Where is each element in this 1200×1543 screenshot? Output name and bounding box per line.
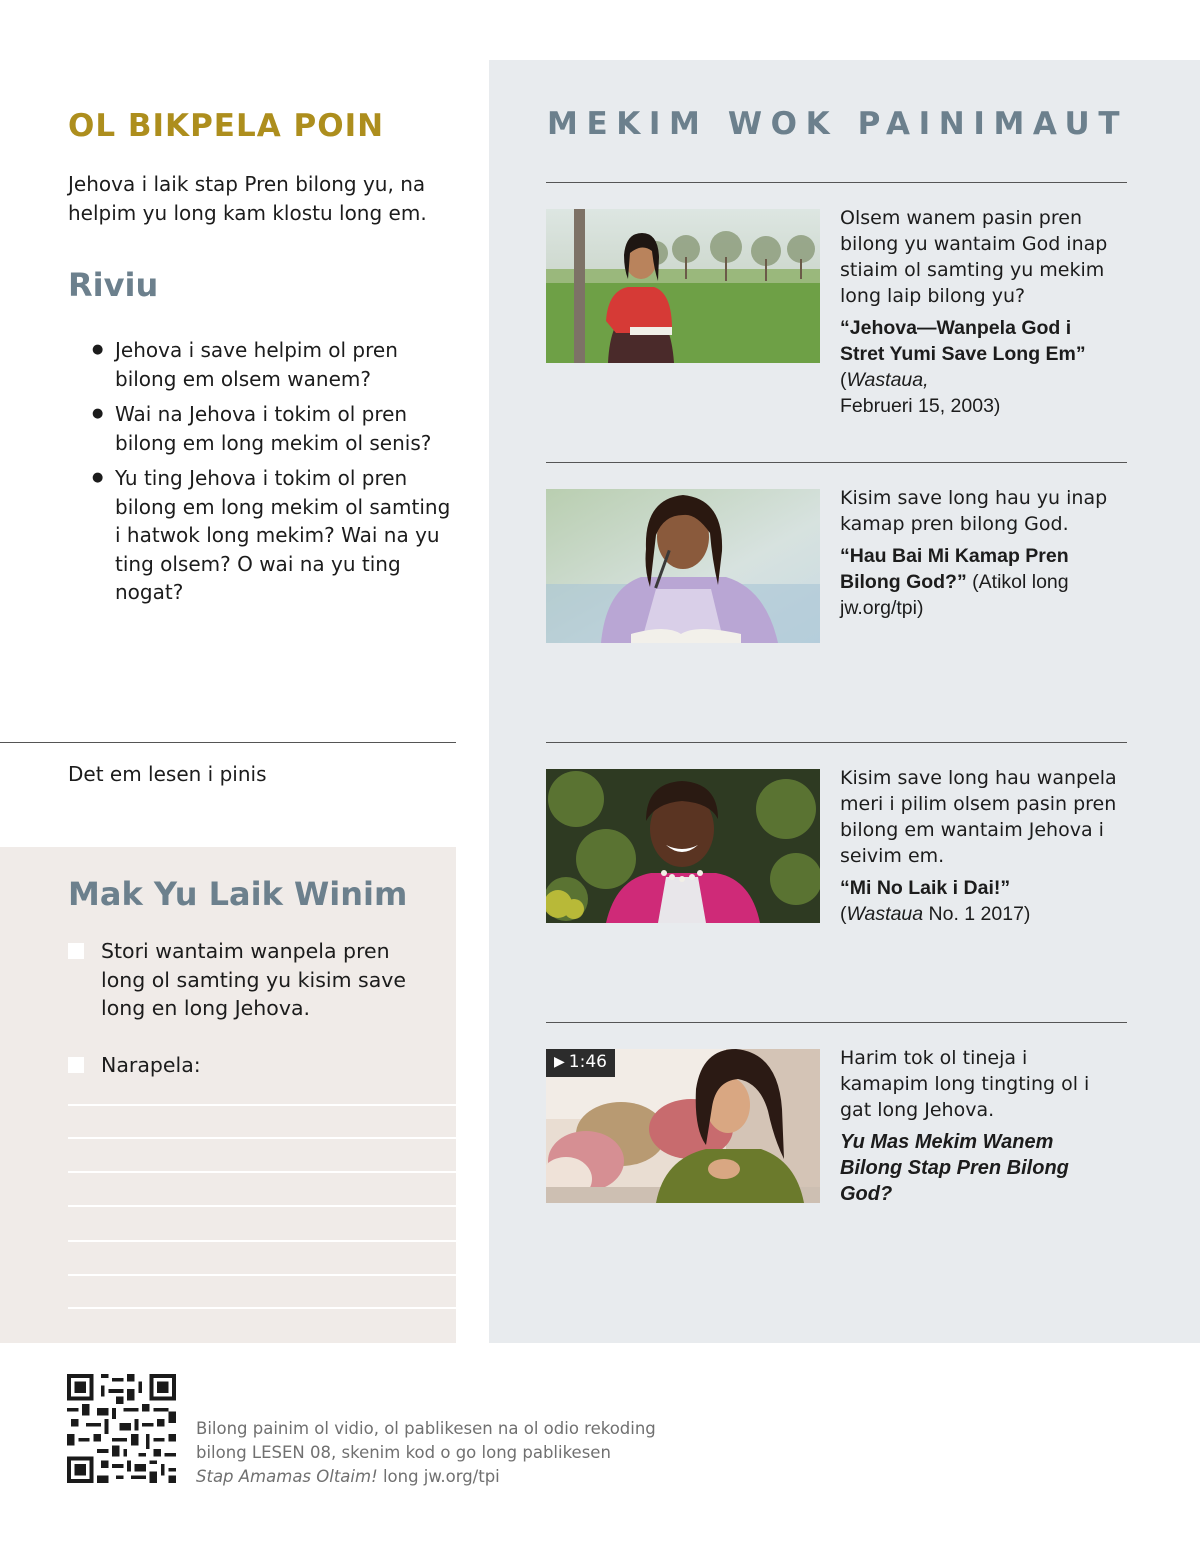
publication-name: Wastaua, (846, 369, 929, 391)
key-points-text: Jehova i laik stap Pren bilong yu, na helpim yu long kam klostu long em. (68, 172, 427, 225)
review-item-text: Wai na Jehova i tokim ol pren bilong em long mekim ol senis? (115, 402, 432, 455)
footer-note (196, 1417, 696, 1489)
lesson-completed-label: Det em lesen i pinis (68, 762, 267, 786)
writing-line[interactable] (68, 1240, 456, 1242)
video-thumbnail[interactable] (546, 1049, 820, 1203)
writing-line[interactable] (68, 1307, 456, 1309)
bullet-icon: ● (92, 470, 104, 485)
video-duration-badge[interactable] (546, 1049, 615, 1077)
left-column (0, 0, 456, 1343)
smiling-woman-photo[interactable] (546, 769, 820, 923)
activity-card-text (840, 765, 1120, 927)
video-title[interactable]: Yu Mas Mekim Wanem Bilong Stap Pren Bilong God? (840, 1131, 1069, 1205)
goal-item (68, 937, 421, 1023)
article-title: “Jehova—Wanpela God i Stret Yumi Save Long Em” (840, 317, 1086, 365)
woman-in-orchard-photo[interactable] (546, 209, 820, 363)
ref-paren: ( (840, 369, 847, 391)
activities-title: MEKIM WOK PAINIMAUT (547, 106, 1129, 142)
activity-card-text (840, 1045, 1120, 1207)
activity-card-text (840, 205, 1120, 419)
article-date: Februeri 15, 2003) (840, 395, 1001, 417)
activities-panel (489, 60, 1200, 1343)
activity-description: Harim tok ol tineja i kamapim long tingting ol i gat long Jehova. (840, 1047, 1090, 1121)
article-issue: No. 1 2017) (928, 903, 1031, 925)
writing-line[interactable] (68, 1274, 456, 1276)
bullet-icon: ● (92, 406, 104, 421)
goal-item-text: Stori wantaim wanpela pren long ol samting yu kisim save long en long Jehova. (101, 939, 407, 1020)
activity-description: Olsem wanem pasin pren bilong yu wantaim God inap stiaim ol samting yu mekim long laip bilong yu? (840, 207, 1108, 307)
goal-panel (0, 847, 456, 1343)
goal-checkbox[interactable] (68, 943, 84, 959)
woman-reading-photo[interactable] (546, 489, 820, 643)
writing-line[interactable] (68, 1104, 456, 1106)
video-duration: 1:46 (568, 1052, 607, 1072)
writing-line[interactable] (68, 1171, 456, 1173)
article-title: “Mi No Laik i Dai!” (840, 877, 1011, 899)
activity-description: Kisim save long hau wanpela meri i pilim olsem pasin pren bilong em wantaim Jehova i seivim em. (840, 767, 1117, 867)
publication-link[interactable]: Stap Amamas Oltaim! (196, 1467, 378, 1486)
divider (0, 742, 456, 743)
key-points-title: OL BIKPELA POIN (68, 108, 385, 144)
divider (546, 182, 1127, 183)
article-source: (Atikol long jw.org/tpi) (840, 571, 1069, 619)
ref-paren: ( (840, 903, 847, 925)
review-item-text: Jehova i save helpim ol pren bilong em olsem wanem? (115, 338, 398, 391)
publication-name: Wastaua (846, 903, 924, 925)
activity-description: Kisim save long hau yu inap kamap pren bilong God. (840, 487, 1108, 535)
goal-title: Mak Yu Laik Winim (68, 875, 408, 913)
writing-line[interactable] (68, 1205, 456, 1207)
divider (546, 1022, 1127, 1023)
article-title: “Hau Bai Mi Kamap Pren Bilong God?” (840, 545, 1069, 593)
footer-text: Bilong painim ol vidio, ol pablikesen na ol odio rekoding bilong LESEN 08, skenim kod o go long pablikesen (196, 1419, 656, 1462)
review-list (92, 336, 456, 614)
article-reference[interactable] (840, 543, 1120, 621)
review-item (92, 464, 456, 607)
review-item (92, 336, 456, 393)
review-item (92, 400, 456, 457)
review-title: Riviu (68, 266, 159, 304)
goal-item (68, 1051, 421, 1080)
activity-card-text (840, 485, 1120, 621)
goal-item-text: Narapela: (101, 1053, 201, 1077)
bullet-icon: ● (92, 342, 104, 357)
goal-checkbox[interactable] (68, 1057, 84, 1073)
qr-code-icon[interactable] (67, 1374, 176, 1483)
divider (546, 462, 1127, 463)
review-item-text: Yu ting Jehova i tokim ol pren bilong em long mekim ol samting i hatwok long mekim? Wai na yu ting olsem? O wai na yu ting nogat? (115, 466, 451, 604)
writing-line[interactable] (68, 1137, 456, 1139)
article-reference[interactable] (840, 315, 1120, 419)
footer-website[interactable]: long jw.org/tpi (382, 1467, 500, 1486)
divider (546, 742, 1127, 743)
play-icon: ▶ (554, 1054, 565, 1070)
article-reference[interactable] (840, 875, 1120, 927)
